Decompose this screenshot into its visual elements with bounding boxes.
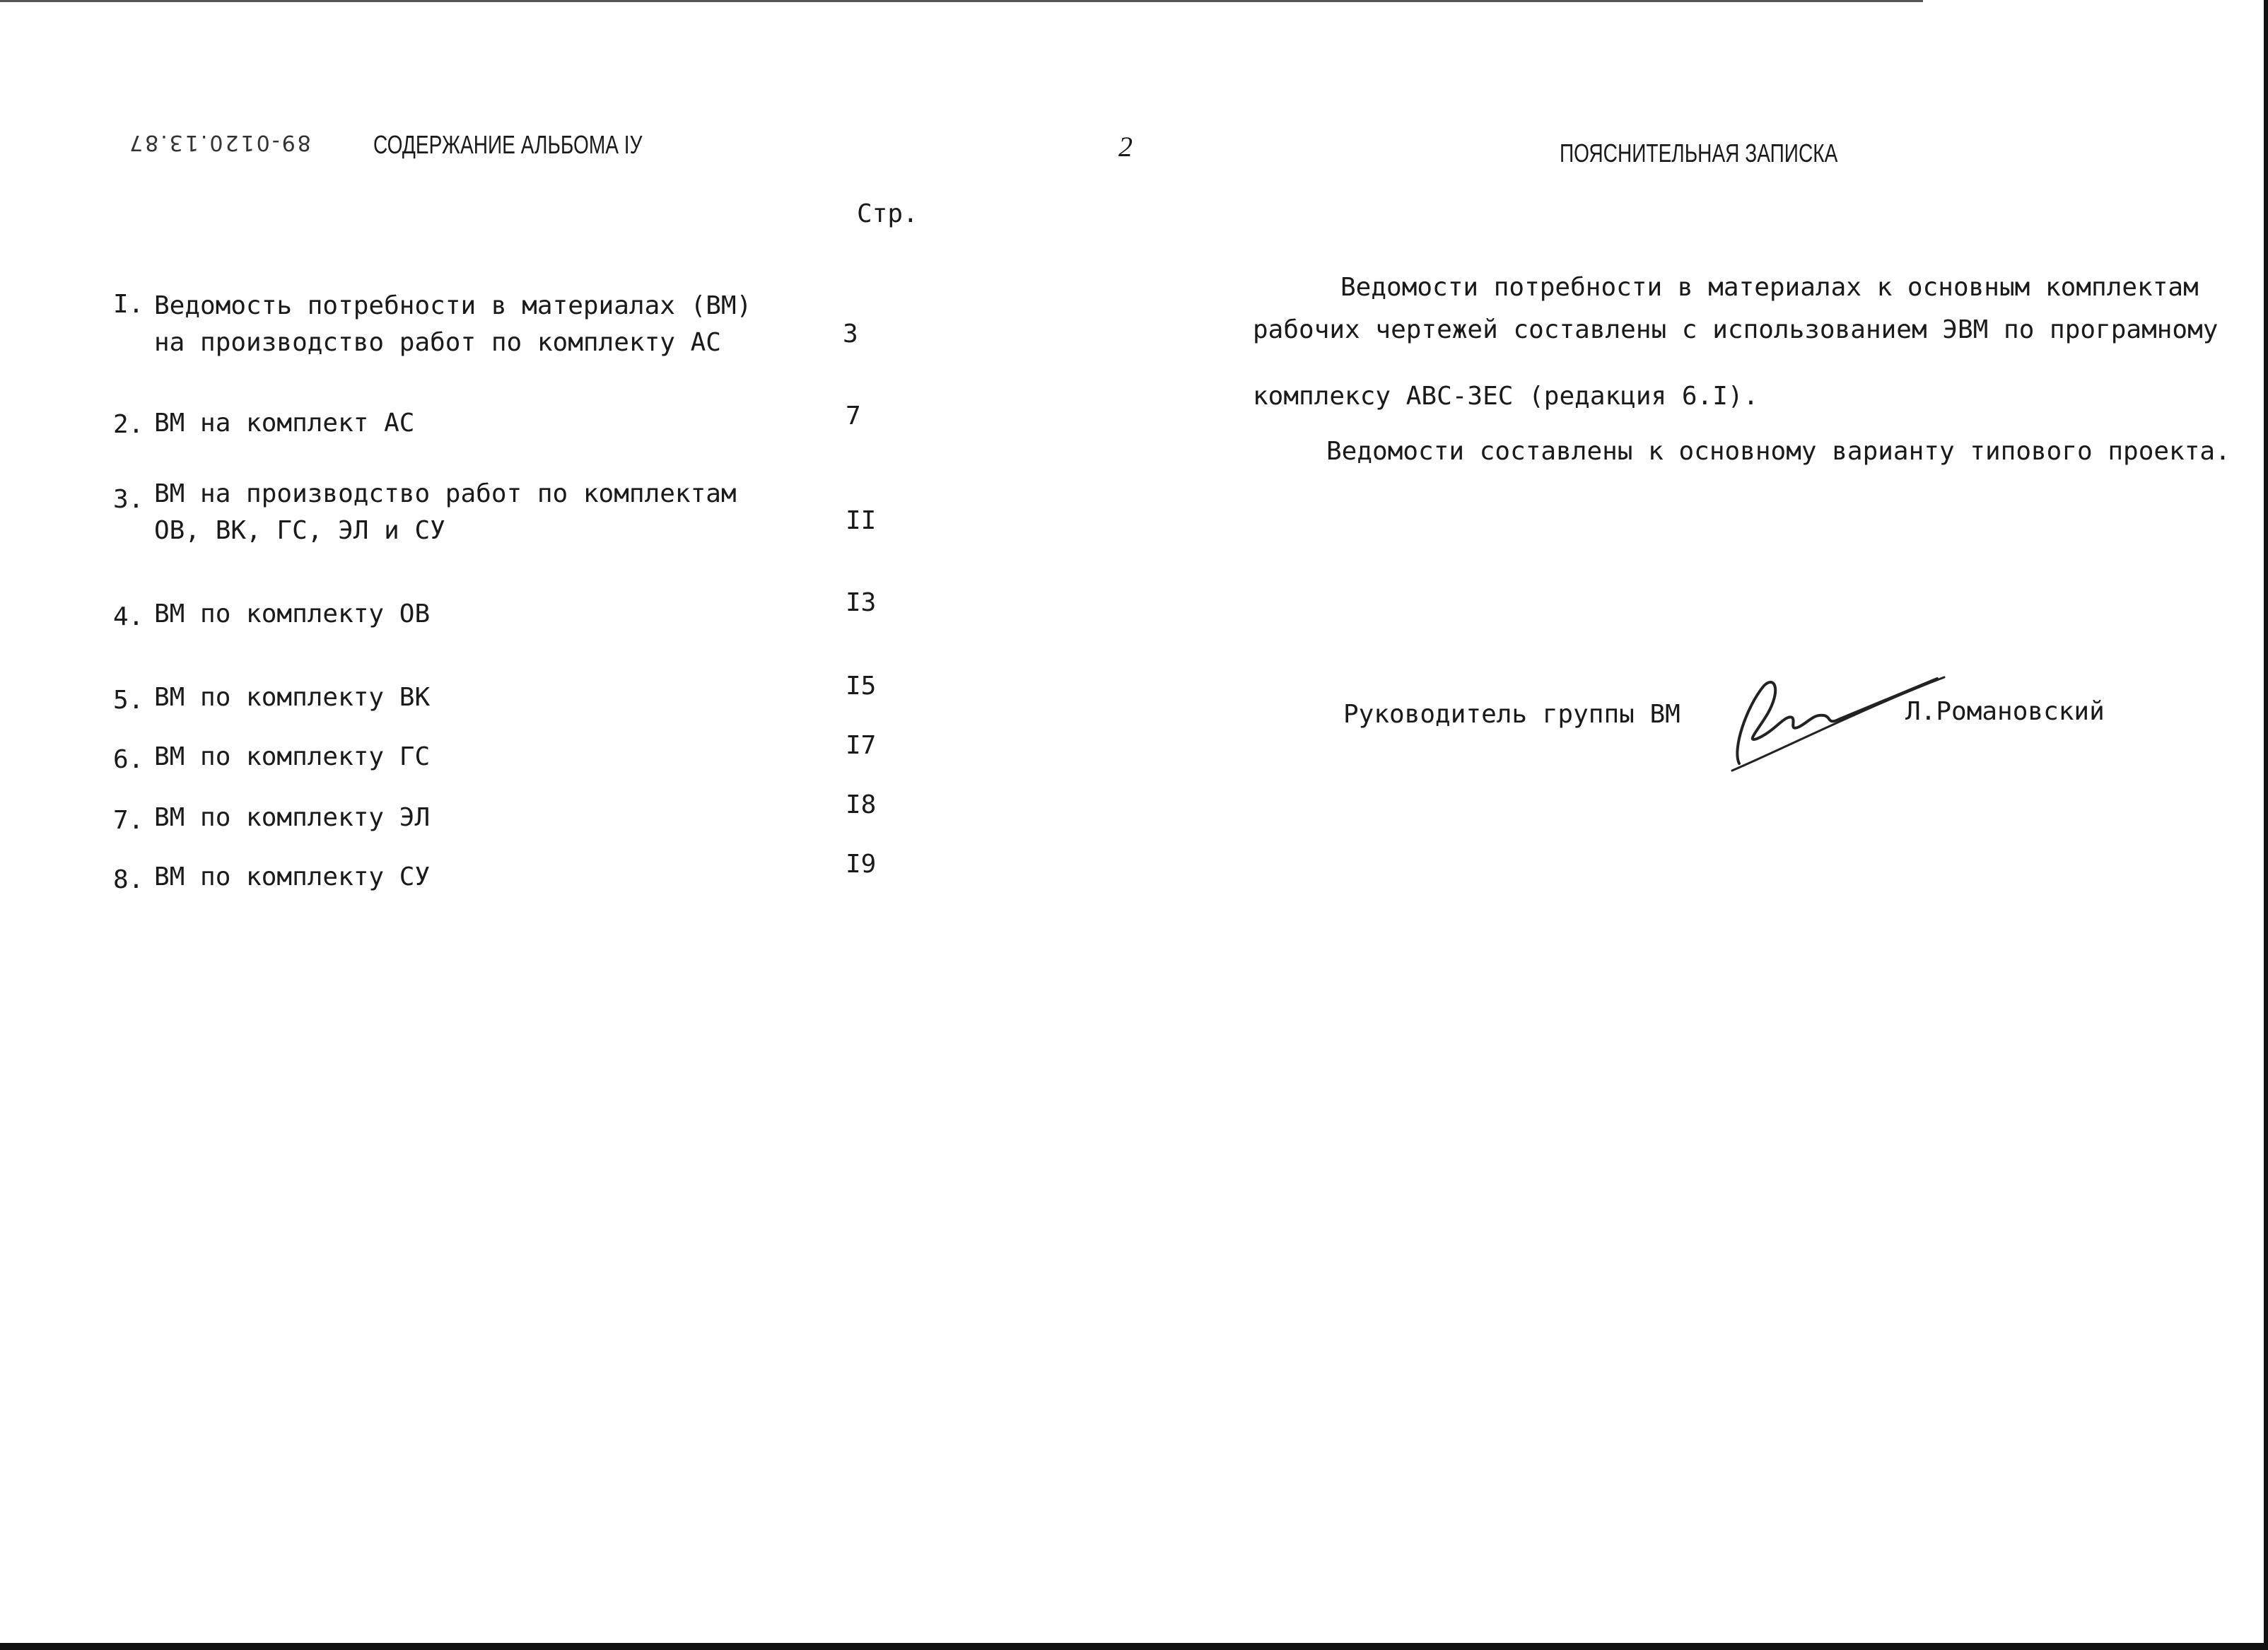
note-paragraph-line: комплексу АВС-ЗЕС (редакция 6.I).	[1253, 382, 1759, 411]
toc-item-number: 6.	[113, 745, 144, 774]
toc-item-number: 2.	[113, 410, 144, 439]
note-paragraph-line: Ведомости потребности в материалах к основным комплектам	[1340, 273, 2199, 302]
toc-item-number: 3.	[113, 485, 144, 514]
toc-title: СОДЕРЖАНИЕ АЛЬБОМА IУ	[373, 130, 643, 159]
toc-item-line: на производство работ по комплекту АС	[154, 328, 721, 357]
toc-list	[0, 0, 990, 990]
toc-item-line: ВМ по комплекту СУ	[154, 862, 431, 891]
toc-item-line: ВМ на производство работ по комплектам	[154, 479, 737, 508]
toc-item-page: I3	[846, 588, 877, 617]
toc-item-number: 7.	[113, 806, 144, 835]
toc-item-page: 3	[843, 320, 858, 349]
signature-role: Руководитель группы ВМ	[1343, 700, 1680, 729]
document-code: 89-0120.13.87	[127, 130, 311, 155]
toc-item-number: 8.	[113, 865, 144, 894]
scan-edge-bottom	[0, 1643, 2268, 1650]
page-number: 2	[1118, 131, 1133, 163]
toc-item-line: ВМ по комплекту ВК	[154, 683, 431, 712]
toc-item-page: 7	[846, 402, 861, 431]
toc-item-page: II	[846, 506, 877, 535]
note-paragraph-line: Ведомости составлены к основному варианту типового проекта.	[1326, 437, 2231, 466]
signature-name: Л.Романовский	[1905, 697, 2105, 726]
note-title: ПОЯСНИТЕЛЬНАЯ ЗАПИСКА	[1560, 139, 1838, 168]
toc-item-line: ВМ на комплект АС	[154, 409, 415, 438]
toc-item-number: 5.	[113, 686, 144, 715]
scan-edge-right	[2264, 0, 2268, 1650]
toc-item-number: 4.	[113, 602, 144, 631]
toc-item-line: ВМ по комплекту ОВ	[154, 599, 431, 628]
toc-item-line: ВМ по комплекту ЭЛ	[154, 803, 431, 832]
toc-item-page: I9	[846, 850, 877, 879]
page-column-header: Стр.	[857, 199, 918, 228]
toc-item-page: I7	[846, 731, 877, 760]
toc-item-number: I.	[113, 290, 144, 319]
toc-item-line: ВМ по комплекту ГС	[154, 742, 431, 771]
toc-item-page: I8	[846, 790, 877, 819]
toc-item-page: I5	[846, 672, 877, 701]
toc-item-line: ОВ, ВК, ГС, ЭЛ и СУ	[154, 516, 445, 545]
toc-item-line: Ведомость потребности в материалах (ВМ)	[154, 291, 752, 320]
note-paragraph-line: рабочих чертежей составлены с использованием ЭВМ по програмному	[1253, 315, 2219, 344]
